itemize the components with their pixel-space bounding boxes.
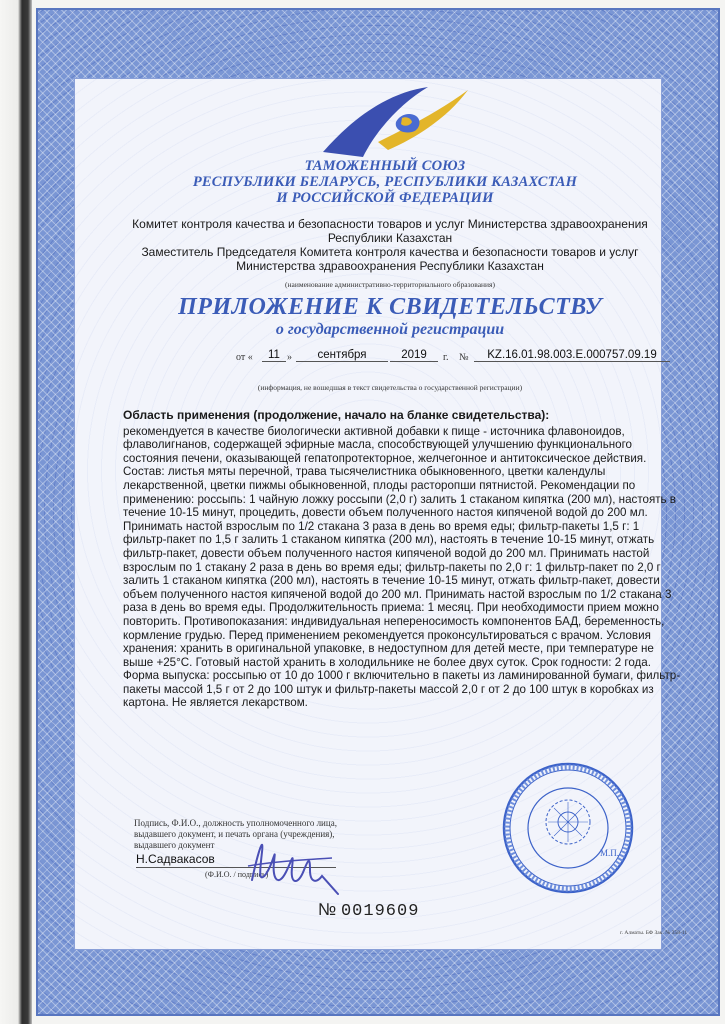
sig-caption-line1: Подпись, Ф.И.О., должность уполномоченного лица,: [134, 818, 337, 828]
document-subtitle: о государственной регистрации: [275, 321, 505, 338]
serial-digits: 0019609: [340, 902, 420, 921]
reg-year: 2019: [390, 349, 438, 362]
state-seal-icon: [500, 760, 636, 896]
committee-line1: Комитет контроля качества и безопасности товаров и услуг Министерства здравоохранения: [132, 217, 648, 231]
committee-line2: Республики Казахстан: [327, 231, 453, 245]
handwritten-signature-icon: [240, 822, 350, 902]
committee-line4: Министерства здравоохранения Республики Казахстан: [236, 259, 544, 273]
scan-edge: [0, 0, 32, 1024]
union-title-line2: РЕСПУБЛИКИ БЕЛАРУСЬ, РЕСПУБЛИКИ КАЗАХСТАН: [192, 174, 578, 190]
reg-day: 11: [262, 349, 286, 362]
seal-mp: М.П.: [600, 848, 620, 858]
application-scope-text: [123, 409, 685, 710]
serial-prefix: №: [318, 900, 337, 919]
customs-union-emblem-icon: [318, 82, 478, 160]
signer-name: Н.Садвакасов: [136, 852, 215, 866]
year-suffix: г.: [443, 352, 449, 363]
from-label: от «: [236, 352, 253, 363]
scope-body: рекомендуется в качестве биологически активной добавки к пище - источника флавоноидов, флаволигнанов, содержащей эфирные масла, способствующей улучшению функционального состояния печени, оказывающей гепатопротекторное, желчегонное и антитоксическое действия. Состав: листья мяты перечной, трава тысячелистника обыкновенного, цветки календулы лекарственной, цветки пижмы обыкновенной, плоды расторопши пятнистой. Рекомендации по применению: россыпь: 1 чайную ложку россыпи (2,0 г) залить 1 стаканом кипятка (200 мл), настоять в течение 10-15 минут, процедить, довести объем полученного настоя кипяченой водой до 200 мл. Принимать настой взрослым по 1/2 стакана 3 раза в день во время еды; фильтр-пакеты 1,5 г: 1 фильтр-пакет по 1,5 г залить 1 стаканом кипятка (200 мл), настоять в течение 10-15 минут, отжать фильтр-пакет, довести объем полученного настоя кипяченой водой до 200 мл. Принимать настой взрослым по 1 стакану 2 раза в день во время еды; фильтр-пакеты по 2,0 г: 1 фильтр-пакет по 2,0 г залить 1 стаканом кипятка (200 мл), настоять в течение 10-15 минут, отжать фильтр-пакет, довести объем полученного настоя кипяченой водой до 200 мл. Принимать настой взрослым по 1/2 стакана 3 раза в день во время еды. Продолжительность приема: 1 месяц. При необходимости прием можно повторить. Противопоказания: индивидуальная непереносимость компонентов БАД, беременность, кормление грудью. Перед применением рекомендуется проконсультироваться с врачом. Условия хранения: хранить в оригинальной упаковке, в недоступном для детей месте, при температуре не выше +25°С. Готовый настой хранить в холодильнике не более двух суток. Срок годности: 2 года. Форма выпуска: россыпью от 10 до 1000 г включительно в пакеты из ламинированной бумаги, фильтр-пакеты массой 1,5 г от 2 до 100 штук и фильтр-пакеты массой 2,0 г от 2 до 100 штук в коробках из картона. Не является лекарством.: [123, 424, 681, 710]
admin-territory-note: (наименование административно-территориального образования): [284, 280, 495, 289]
committee-line3: Заместитель Председателя Комитета контроля качества и безопасности товаров и услуг: [141, 245, 639, 259]
fio-note: (Ф.И.О. / подпись): [205, 870, 269, 879]
sig-caption-line2: выдавшего документ, и печать органа (учреждения),: [134, 829, 335, 839]
union-title-line3: И РОССИЙСКОЙ ФЕДЕРАЦИИ: [276, 190, 494, 206]
registration-date-line: [0, 349, 725, 371]
document-title: ПРИЛОЖЕНИЕ К СВИДЕТЕЛЬСТВУ: [178, 294, 602, 320]
day-close: »: [287, 352, 292, 363]
sig-caption-line3: выдавшего документ: [134, 840, 215, 850]
number-label: №: [459, 352, 469, 363]
scope-heading: Область применения (продолжение, начало на бланке свидетельства):: [123, 408, 550, 422]
reg-number: KZ.16.01.98.003.Е.000757.09.19: [474, 349, 670, 362]
info-note: (информация, не вошедшая в текст свидетельства о государственной регистрации): [257, 383, 523, 392]
union-title-line1: ТАМОЖЕННЫЙ СОЮЗ: [304, 158, 466, 174]
printer-note: г. Алматы. БФ Зак. № 358-11: [620, 930, 688, 936]
serial-number: [318, 900, 419, 921]
reg-month: сентября: [296, 349, 388, 362]
